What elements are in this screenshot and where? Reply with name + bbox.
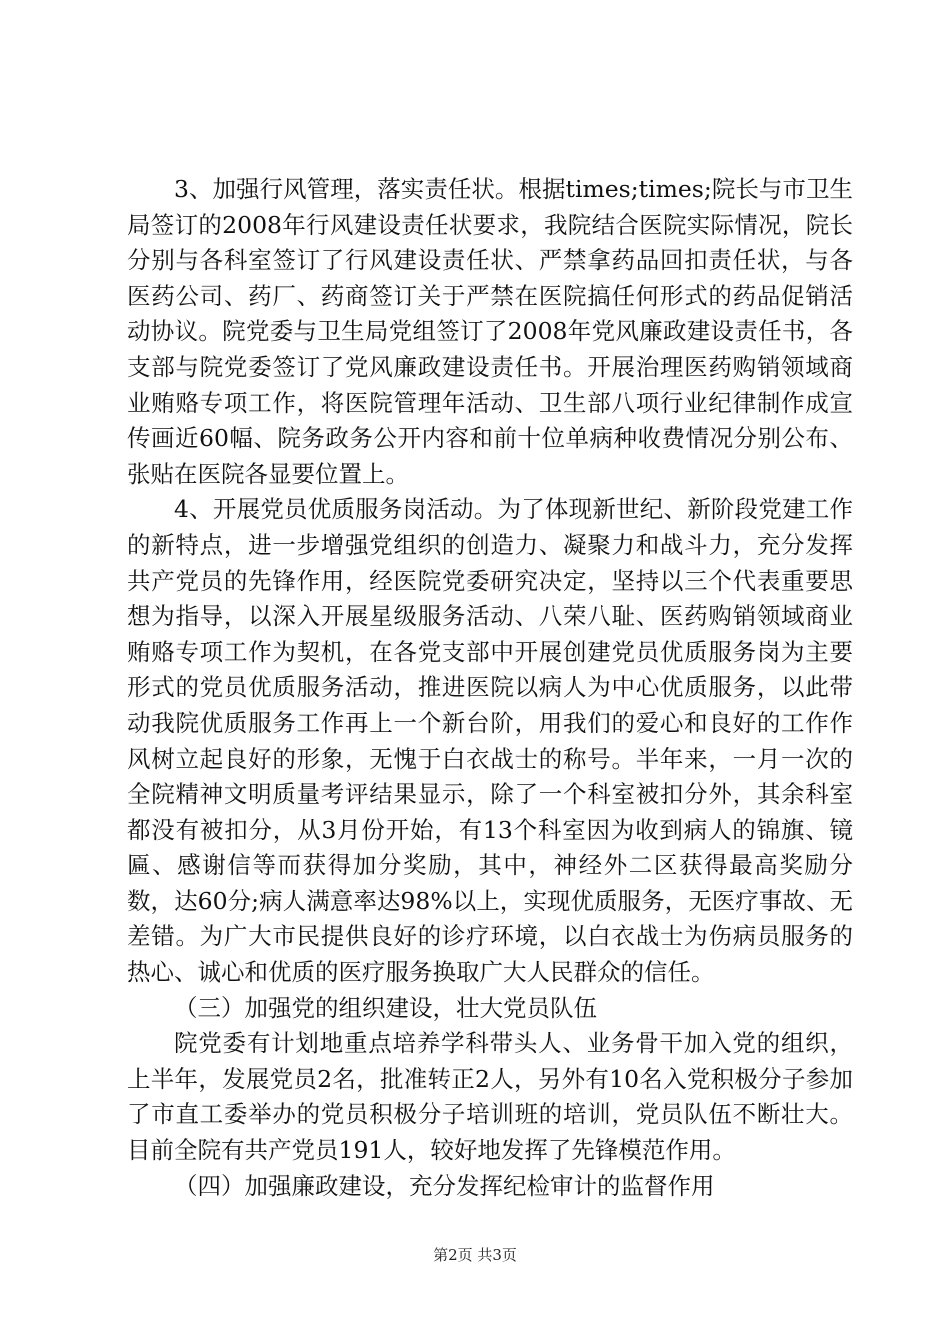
paragraph-item-3: 3、加强行风管理，落实责任状。根据times;times;院长与市卫生局签订的2008年行风建设责任状要求，我院结合医院实际情况，院长分别与各科室签订了行风建设责任状、严禁拿药品回扣责任状，与各医药公司、药厂、药商签订关于严禁在医院搞任何形式的药品促销活动协议。院党委与卫生局党组签订了2008年党风廉政建设责任书，各支部与院党委签订了党风廉政建设责任书。开展治理医药购销领域商业贿赂专项工作，将医院管理年活动、卫生部八项行业纪律制作成宣传画近60幅、院务政务公开内容和前十位单病种收费情况分别公布、张贴在医院各显要位置上。 [127, 175, 853, 488]
paragraph-party-organization: 院党委有计划地重点培养学科带头人、业务骨干加入党的组织，上半年，发展党员2名，批准转正2人，另外有10名入党积极分子参加了市直工委举办的党员积极分子培训班的培训，党员队伍不断壮大。目前全院有共产党员191人，较好地发挥了先锋模范作用。 [127, 1029, 853, 1165]
paragraph-item-4: 4、开展党员优质服务岗活动。为了体现新世纪、新阶段党建工作的新特点，进一步增强党组织的创造力、凝聚力和战斗力，充分发挥共产党员的先锋作用，经医院党委研究决定，坚持以三个代表重要思想为指导，以深入开展星级服务活动、八荣八耻、医药购销领域商业贿赂专项工作为契机，在各党支部中开展创建党员优质服务岗为主要形式的党员优质服务活动，推进医院以病人为中心优质服务，以此带动我院优质服务工作再上一个新台阶，用我们的爱心和良好的工作作风树立起良好的形象，无愧于白衣战士的称号。半年来，一月一次的全院精神文明质量考评结果显示，除了一个科室被扣分外，其余科室都没有被扣分，从3月份开始，有13个科室因为收到病人的锦旗、镜匾、感谢信等而获得加分奖励，其中，神经外二区获得最高奖励分数，达60分;病人满意率达98%以上，实现优质服务，无医疗事故、无差错。为广大市民提供良好的诊疗环境，以白衣战士为伤病员服务的热心、诚心和优质的医疗服务换取广大人民群众的信任。 [127, 495, 853, 987]
document-body [127, 172, 853, 1204]
section-heading-4: （四）加强廉政建设，充分发挥纪检审计的监督作用 [174, 1171, 715, 1200]
page-number-footer: 第2页 共3页 [433, 1246, 517, 1264]
section-heading-3: （三）加强党的组织建设，壮大党员队伍 [174, 993, 597, 1022]
